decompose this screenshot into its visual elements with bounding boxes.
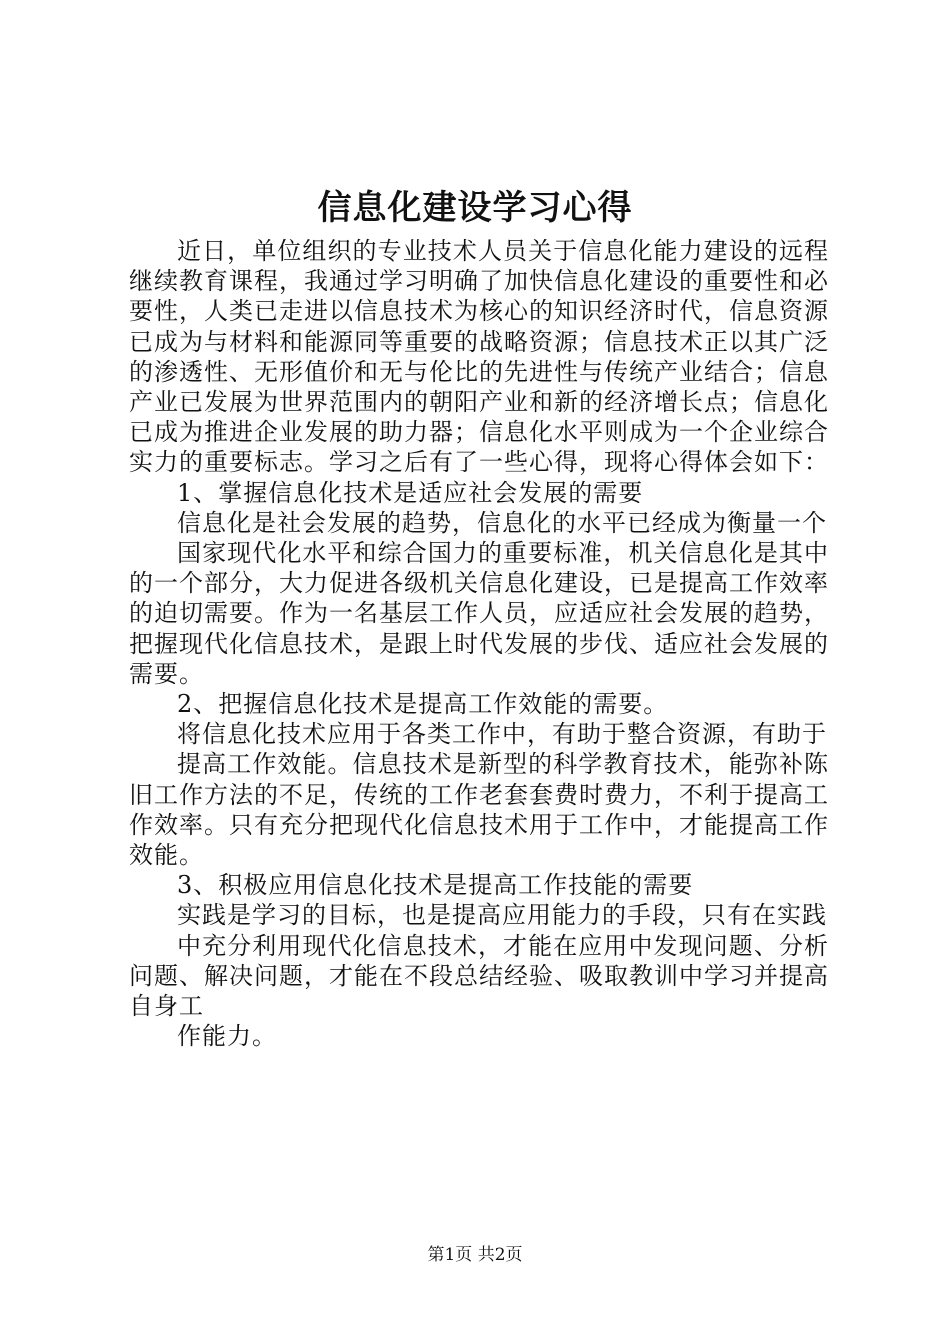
paragraph: 作能力。 [177,1022,277,1051]
heading-point-2: 2、把握信息化技术是提高工作效能的需要。 [177,690,669,719]
page-number-footer: 第1页 共2页 [427,1245,523,1265]
document-title: 信息化建设学习心得 [317,188,633,228]
paragraph: 国家现代化水平和综合国力的重要标准，机关信息化是其中的一个部分，大力促进各级机关信息化建设，已是提高工作效率的迫切需要。作为一名基层工作人员，应适应社会发展的趋势，把握现代化信息技术，是跟上时代发展的步伐、适应社会发展的需要。 [129,539,829,688]
paragraph: 信息化是社会发展的趋势，信息化的水平已经成为衡量一个 [177,508,827,537]
paragraph: 实践是学习的目标，也是提高应用能力的手段，只有在实践 [177,901,827,930]
paragraph: 中充分利用现代化信息技术，才能在应用中发现问题、分析问题、解决问题，才能在不段总结经验、吸取教训中学习并提高自身工 [129,931,829,1021]
document-body [129,236,829,1051]
paragraph-intro: 近日，单位组织的专业技术人员关于信息化能力建设的远程继续教育课程，我通过学习明确了加快信息化建设的重要性和必要性，人类已走进以信息技术为核心的知识经济时代，信息资源已成为与材料和能源同等重要的战略资源；信息技术正以其广泛的渗透性、无形值价和无与伦比的先进性与传统产业结合；信息产业已发展为世界范围内的朝阳产业和新的经济增长点；信息化已成为推进企业发展的助力器；信息化水平则成为一个企业综合实力的重要标志。学习之后有了一些心得，现将心得体会如下： [129,237,829,477]
paragraph: 提高工作效能。信息技术是新型的科学教育技术，能弥补陈旧工作方法的不足，传统的工作老套套费时费力，不利于提高工作效率。只有充分把现代化信息技术用于工作中，才能提高工作效能。 [129,750,829,870]
paragraph: 将信息化技术应用于各类工作中，有助于整合资源，有助于 [177,720,827,749]
heading-point-3: 3、积极应用信息化技术是提高工作技能的需要 [177,871,694,900]
heading-point-1: 1、掌握信息化技术是适应社会发展的需要 [177,478,644,507]
